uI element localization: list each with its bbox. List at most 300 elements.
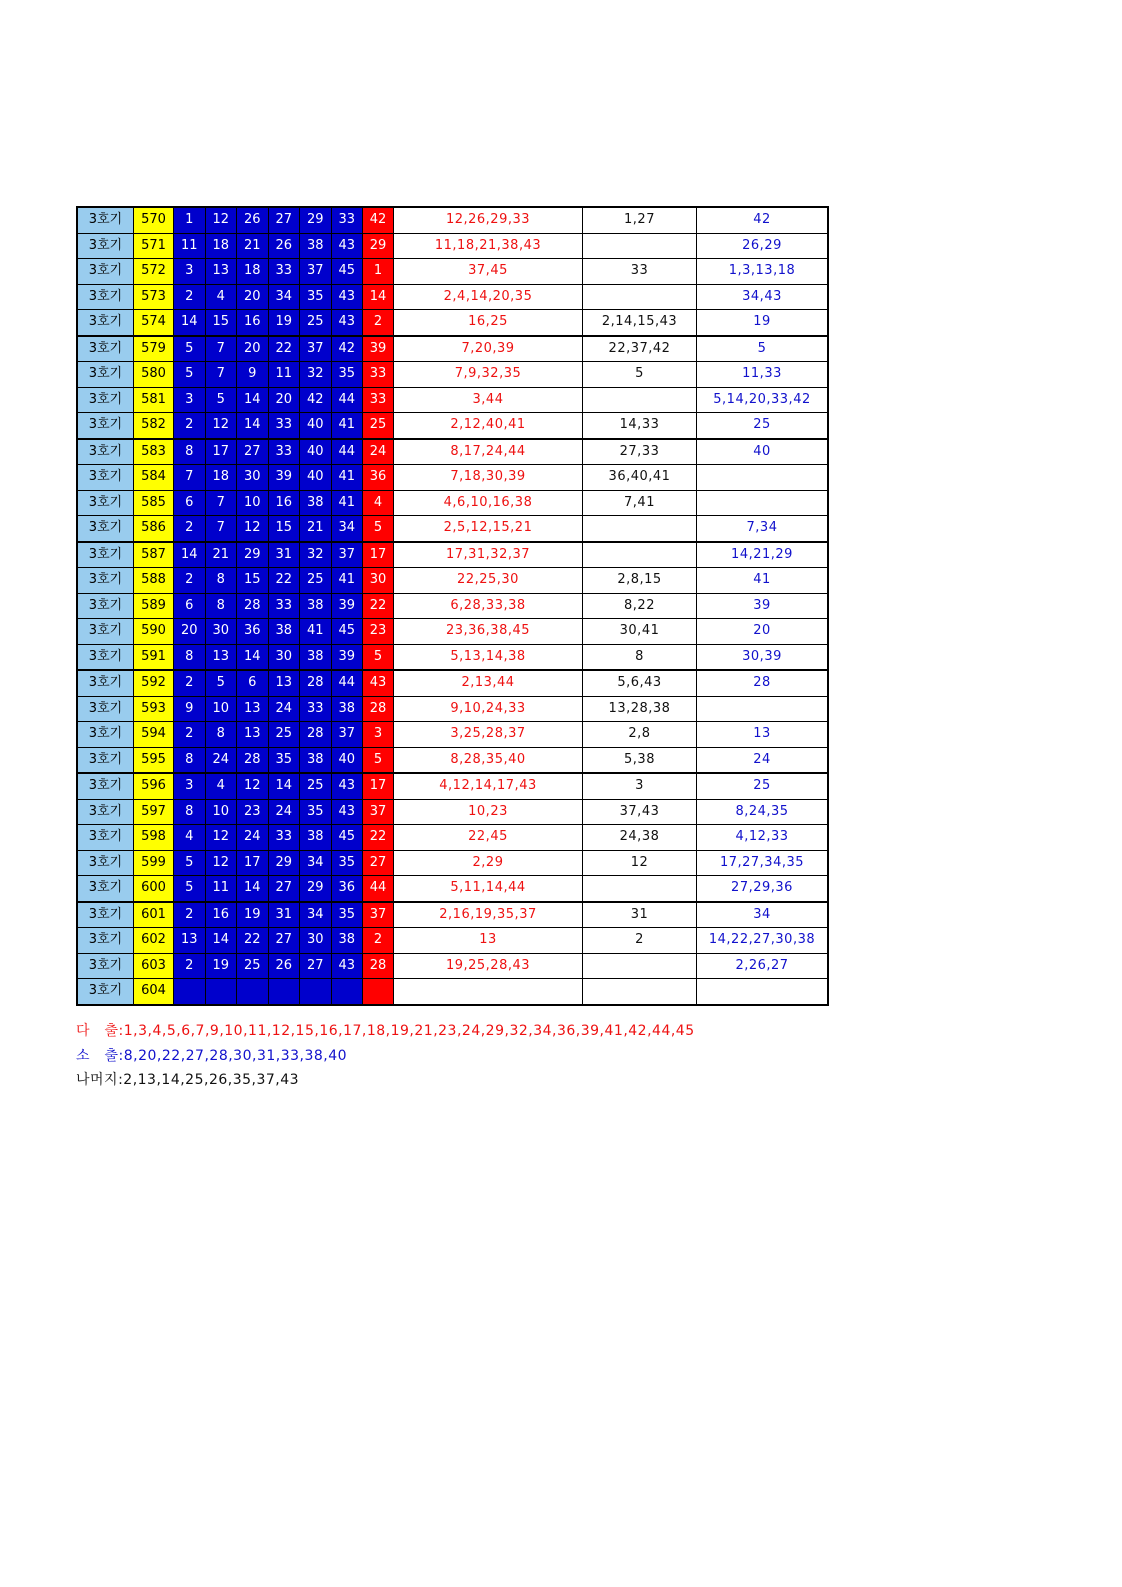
drawn-number-cell: 13 <box>205 644 237 670</box>
drawn-number-cell: 8 <box>174 439 206 465</box>
round-number-cell: 586 <box>134 516 174 542</box>
black-numbers-cell: 3 <box>583 773 697 799</box>
drawn-number-cell: 18 <box>237 259 269 285</box>
drawn-number-cell: 8 <box>174 644 206 670</box>
blue-numbers-cell: 11,33 <box>697 362 829 388</box>
drawn-number-cell: 19 <box>205 953 237 979</box>
drawn-number-cell <box>205 979 237 1005</box>
blue-numbers-cell: 7,34 <box>697 516 829 542</box>
round-number-cell: 581 <box>134 387 174 413</box>
table-row <box>77 850 828 876</box>
red-numbers-cell: 4,12,14,17,43 <box>394 773 583 799</box>
red-numbers-cell: 16,25 <box>394 310 583 336</box>
black-numbers-cell: 5,38 <box>583 747 697 773</box>
round-number-cell: 580 <box>134 362 174 388</box>
drawn-number-cell: 33 <box>268 825 300 851</box>
drawn-number-cell: 25 <box>300 773 332 799</box>
drawn-number-cell: 14 <box>237 387 269 413</box>
black-numbers-cell: 24,38 <box>583 825 697 851</box>
table-row <box>77 799 828 825</box>
drawn-number-cell: 43 <box>331 284 363 310</box>
table-row <box>77 413 828 439</box>
bonus-number-cell: 1 <box>363 259 394 285</box>
drawn-number-cell: 33 <box>268 259 300 285</box>
machine-label-cell: 3호기 <box>77 490 134 516</box>
red-numbers-cell: 13 <box>394 928 583 954</box>
drawn-number-cell: 25 <box>300 568 332 594</box>
drawn-number-cell: 34 <box>300 902 332 928</box>
drawn-number-cell: 10 <box>205 696 237 722</box>
drawn-number-cell: 7 <box>205 490 237 516</box>
machine-label-cell: 3호기 <box>77 876 134 902</box>
drawn-number-cell: 28 <box>237 747 269 773</box>
blue-numbers-cell: 17,27,34,35 <box>697 850 829 876</box>
drawn-number-cell: 3 <box>174 387 206 413</box>
blue-numbers-cell: 30,39 <box>697 644 829 670</box>
drawn-number-cell: 33 <box>268 413 300 439</box>
bonus-number-cell: 2 <box>363 928 394 954</box>
table-row <box>77 928 828 954</box>
round-number-cell: 571 <box>134 233 174 259</box>
drawn-number-cell: 42 <box>300 387 332 413</box>
drawn-number-cell: 12 <box>205 413 237 439</box>
drawn-number-cell: 13 <box>268 670 300 696</box>
drawn-number-cell: 8 <box>205 722 237 748</box>
drawn-number-cell: 38 <box>331 928 363 954</box>
drawn-number-cell: 6 <box>237 670 269 696</box>
blue-numbers-cell <box>697 979 829 1005</box>
round-number-cell: 587 <box>134 542 174 568</box>
bonus-number-cell: 36 <box>363 465 394 491</box>
blue-numbers-cell: 34,43 <box>697 284 829 310</box>
drawn-number-cell: 8 <box>205 568 237 594</box>
black-numbers-cell: 13,28,38 <box>583 696 697 722</box>
machine-label-cell: 3호기 <box>77 516 134 542</box>
round-number-cell: 593 <box>134 696 174 722</box>
drawn-number-cell: 25 <box>268 722 300 748</box>
drawn-number-cell <box>331 979 363 1005</box>
drawn-number-cell: 18 <box>205 233 237 259</box>
round-number-cell: 601 <box>134 902 174 928</box>
drawn-number-cell: 16 <box>237 310 269 336</box>
drawn-number-cell: 41 <box>331 568 363 594</box>
drawn-number-cell: 11 <box>174 233 206 259</box>
red-numbers-cell: 2,4,14,20,35 <box>394 284 583 310</box>
drawn-number-cell: 44 <box>331 439 363 465</box>
red-numbers-cell: 2,29 <box>394 850 583 876</box>
drawn-number-cell: 22 <box>268 568 300 594</box>
drawn-number-cell: 19 <box>268 310 300 336</box>
black-numbers-cell <box>583 876 697 902</box>
drawn-number-cell: 37 <box>331 722 363 748</box>
drawn-number-cell: 43 <box>331 773 363 799</box>
red-numbers-cell: 37,45 <box>394 259 583 285</box>
drawn-number-cell: 5 <box>205 387 237 413</box>
drawn-number-cell: 34 <box>331 516 363 542</box>
drawn-number-cell: 38 <box>300 747 332 773</box>
drawn-number-cell: 2 <box>174 413 206 439</box>
black-numbers-cell <box>583 233 697 259</box>
round-number-cell: 585 <box>134 490 174 516</box>
drawn-number-cell: 34 <box>268 284 300 310</box>
drawn-number-cell: 33 <box>331 207 363 233</box>
blue-numbers-cell: 5,14,20,33,42 <box>697 387 829 413</box>
drawn-number-cell: 5 <box>205 670 237 696</box>
red-numbers-cell: 3,44 <box>394 387 583 413</box>
drawn-number-cell: 37 <box>300 336 332 362</box>
drawn-number-cell: 38 <box>300 644 332 670</box>
red-numbers-cell: 2,13,44 <box>394 670 583 696</box>
machine-label-cell: 3호기 <box>77 310 134 336</box>
machine-label-cell: 3호기 <box>77 619 134 645</box>
drawn-number-cell: 16 <box>205 902 237 928</box>
black-numbers-cell <box>583 387 697 413</box>
drawn-number-cell: 14 <box>237 876 269 902</box>
machine-label-cell: 3호기 <box>77 825 134 851</box>
machine-label-cell: 3호기 <box>77 387 134 413</box>
drawn-number-cell: 41 <box>331 413 363 439</box>
drawn-number-cell: 9 <box>174 696 206 722</box>
drawn-number-cell: 30 <box>268 644 300 670</box>
drawn-number-cell: 41 <box>331 465 363 491</box>
drawn-number-cell <box>268 979 300 1005</box>
black-numbers-cell: 14,33 <box>583 413 697 439</box>
drawn-number-cell: 43 <box>331 310 363 336</box>
red-numbers-cell: 2,16,19,35,37 <box>394 902 583 928</box>
bonus-number-cell: 17 <box>363 773 394 799</box>
drawn-number-cell: 11 <box>205 876 237 902</box>
drawn-number-cell: 13 <box>237 696 269 722</box>
drawn-number-cell <box>237 979 269 1005</box>
table-row <box>77 387 828 413</box>
black-numbers-cell: 2,8,15 <box>583 568 697 594</box>
drawn-number-cell: 5 <box>174 850 206 876</box>
drawn-number-cell: 22 <box>268 336 300 362</box>
table-row <box>77 568 828 594</box>
drawn-number-cell: 24 <box>237 825 269 851</box>
drawn-number-cell: 7 <box>205 362 237 388</box>
round-number-cell: 591 <box>134 644 174 670</box>
table-row <box>77 953 828 979</box>
blue-numbers-cell <box>697 490 829 516</box>
black-numbers-cell: 37,43 <box>583 799 697 825</box>
drawn-number-cell: 27 <box>268 876 300 902</box>
round-number-cell: 579 <box>134 336 174 362</box>
bonus-number-cell: 33 <box>363 387 394 413</box>
drawn-number-cell: 29 <box>237 542 269 568</box>
machine-label-cell: 3호기 <box>77 670 134 696</box>
drawn-number-cell: 24 <box>268 799 300 825</box>
drawn-number-cell: 3 <box>174 773 206 799</box>
blue-numbers-cell: 42 <box>697 207 829 233</box>
black-numbers-cell: 30,41 <box>583 619 697 645</box>
drawn-number-cell: 16 <box>268 490 300 516</box>
drawn-number-cell: 18 <box>205 465 237 491</box>
bonus-number-cell: 39 <box>363 336 394 362</box>
drawn-number-cell: 29 <box>268 850 300 876</box>
blue-numbers-cell: 40 <box>697 439 829 465</box>
round-number-cell: 582 <box>134 413 174 439</box>
drawn-number-cell: 32 <box>300 362 332 388</box>
round-number-cell: 573 <box>134 284 174 310</box>
round-number-cell: 590 <box>134 619 174 645</box>
drawn-number-cell: 20 <box>268 387 300 413</box>
table-row <box>77 773 828 799</box>
drawn-number-cell: 2 <box>174 516 206 542</box>
drawn-number-cell: 14 <box>174 310 206 336</box>
table-row <box>77 233 828 259</box>
round-number-cell: 589 <box>134 593 174 619</box>
drawn-number-cell: 5 <box>174 362 206 388</box>
blue-numbers-cell: 19 <box>697 310 829 336</box>
drawn-number-cell: 14 <box>237 644 269 670</box>
black-numbers-cell: 22,37,42 <box>583 336 697 362</box>
bonus-number-cell: 2 <box>363 310 394 336</box>
machine-label-cell: 3호기 <box>77 722 134 748</box>
red-numbers-cell: 9,10,24,33 <box>394 696 583 722</box>
drawn-number-cell: 2 <box>174 902 206 928</box>
round-number-cell: 584 <box>134 465 174 491</box>
drawn-number-cell: 4 <box>174 825 206 851</box>
round-number-cell: 594 <box>134 722 174 748</box>
black-numbers-cell: 2 <box>583 928 697 954</box>
bonus-number-cell: 14 <box>363 284 394 310</box>
drawn-number-cell: 34 <box>300 850 332 876</box>
drawn-number-cell: 23 <box>237 799 269 825</box>
table-row <box>77 516 828 542</box>
drawn-number-cell: 21 <box>237 233 269 259</box>
drawn-number-cell: 44 <box>331 670 363 696</box>
black-numbers-cell: 27,33 <box>583 439 697 465</box>
drawn-number-cell: 12 <box>237 516 269 542</box>
table-row <box>77 876 828 902</box>
table-row <box>77 439 828 465</box>
red-numbers-cell: 19,25,28,43 <box>394 953 583 979</box>
drawn-number-cell: 45 <box>331 619 363 645</box>
machine-label-cell: 3호기 <box>77 207 134 233</box>
drawn-number-cell: 33 <box>300 696 332 722</box>
lottery-table-body <box>77 207 828 1005</box>
drawn-number-cell: 15 <box>205 310 237 336</box>
drawn-number-cell: 14 <box>174 542 206 568</box>
drawn-number-cell: 30 <box>237 465 269 491</box>
machine-label-cell: 3호기 <box>77 568 134 594</box>
bonus-number-cell: 25 <box>363 413 394 439</box>
red-numbers-cell: 17,31,32,37 <box>394 542 583 568</box>
drawn-number-cell: 44 <box>331 387 363 413</box>
drawn-number-cell: 38 <box>331 696 363 722</box>
bonus-number-cell: 42 <box>363 207 394 233</box>
machine-label-cell: 3호기 <box>77 696 134 722</box>
table-row <box>77 696 828 722</box>
drawn-number-cell: 26 <box>268 953 300 979</box>
red-numbers-cell: 8,17,24,44 <box>394 439 583 465</box>
machine-label-cell: 3호기 <box>77 953 134 979</box>
red-numbers-cell: 12,26,29,33 <box>394 207 583 233</box>
red-numbers-cell: 6,28,33,38 <box>394 593 583 619</box>
drawn-number-cell: 17 <box>205 439 237 465</box>
black-numbers-cell: 2,14,15,43 <box>583 310 697 336</box>
summary-rest: 나머지:2,13,14,25,26,35,37,43 <box>76 1072 300 1088</box>
table-row <box>77 722 828 748</box>
machine-label-cell: 3호기 <box>77 362 134 388</box>
bonus-number-cell: 30 <box>363 568 394 594</box>
drawn-number-cell: 32 <box>300 542 332 568</box>
drawn-number-cell: 8 <box>174 747 206 773</box>
drawn-number-cell: 25 <box>300 310 332 336</box>
drawn-number-cell: 41 <box>331 490 363 516</box>
drawn-number-cell: 5 <box>174 876 206 902</box>
drawn-number-cell: 28 <box>300 722 332 748</box>
machine-label-cell: 3호기 <box>77 465 134 491</box>
drawn-number-cell: 41 <box>300 619 332 645</box>
machine-label-cell: 3호기 <box>77 259 134 285</box>
lottery-table <box>76 206 829 1006</box>
drawn-number-cell <box>300 979 332 1005</box>
bonus-number-cell: 27 <box>363 850 394 876</box>
black-numbers-cell: 33 <box>583 259 697 285</box>
drawn-number-cell <box>174 979 206 1005</box>
drawn-number-cell: 13 <box>237 722 269 748</box>
drawn-number-cell: 40 <box>300 465 332 491</box>
black-numbers-cell: 12 <box>583 850 697 876</box>
table-row <box>77 619 828 645</box>
table-row <box>77 593 828 619</box>
blue-numbers-cell: 14,21,29 <box>697 542 829 568</box>
drawn-number-cell: 14 <box>205 928 237 954</box>
table-row <box>77 362 828 388</box>
round-number-cell: 574 <box>134 310 174 336</box>
black-numbers-cell: 8,22 <box>583 593 697 619</box>
drawn-number-cell: 2 <box>174 953 206 979</box>
blue-numbers-cell: 26,29 <box>697 233 829 259</box>
machine-label-cell: 3호기 <box>77 439 134 465</box>
drawn-number-cell: 14 <box>268 773 300 799</box>
blue-numbers-cell: 27,29,36 <box>697 876 829 902</box>
round-number-cell: 604 <box>134 979 174 1005</box>
red-numbers-cell: 3,25,28,37 <box>394 722 583 748</box>
drawn-number-cell: 38 <box>300 490 332 516</box>
table-row <box>77 465 828 491</box>
drawn-number-cell: 3 <box>174 259 206 285</box>
blue-numbers-cell: 28 <box>697 670 829 696</box>
blue-numbers-cell <box>697 465 829 491</box>
table-row <box>77 336 828 362</box>
drawn-number-cell: 15 <box>237 568 269 594</box>
black-numbers-cell: 5 <box>583 362 697 388</box>
drawn-number-cell: 22 <box>237 928 269 954</box>
drawn-number-cell: 8 <box>205 593 237 619</box>
drawn-number-cell: 10 <box>237 490 269 516</box>
bonus-number-cell: 3 <box>363 722 394 748</box>
drawn-number-cell: 29 <box>300 207 332 233</box>
drawn-number-cell: 26 <box>268 233 300 259</box>
red-numbers-cell: 4,6,10,16,38 <box>394 490 583 516</box>
machine-label-cell: 3호기 <box>77 413 134 439</box>
blue-numbers-cell: 4,12,33 <box>697 825 829 851</box>
drawn-number-cell: 2 <box>174 284 206 310</box>
round-number-cell: 600 <box>134 876 174 902</box>
blue-numbers-cell: 24 <box>697 747 829 773</box>
red-numbers-cell: 10,23 <box>394 799 583 825</box>
drawn-number-cell: 15 <box>268 516 300 542</box>
round-number-cell: 592 <box>134 670 174 696</box>
round-number-cell: 596 <box>134 773 174 799</box>
drawn-number-cell: 13 <box>174 928 206 954</box>
drawn-number-cell: 42 <box>331 336 363 362</box>
drawn-number-cell: 29 <box>300 876 332 902</box>
machine-label-cell: 3호기 <box>77 773 134 799</box>
summary-frequent: 다 출:1,3,4,5,6,7,9,10,11,12,15,16,17,18,19,21,23,24,29,32,34,36,39,41,42,44,45 <box>76 1023 695 1039</box>
red-numbers-cell: 5,11,14,44 <box>394 876 583 902</box>
table-row <box>77 747 828 773</box>
drawn-number-cell: 12 <box>205 207 237 233</box>
drawn-number-cell: 38 <box>300 593 332 619</box>
drawn-number-cell: 6 <box>174 593 206 619</box>
red-numbers-cell: 2,12,40,41 <box>394 413 583 439</box>
blue-numbers-cell: 1,3,13,18 <box>697 259 829 285</box>
red-numbers-cell: 7,18,30,39 <box>394 465 583 491</box>
drawn-number-cell: 1 <box>174 207 206 233</box>
drawn-number-cell: 2 <box>174 722 206 748</box>
blue-numbers-cell: 25 <box>697 773 829 799</box>
black-numbers-cell <box>583 516 697 542</box>
round-number-cell: 599 <box>134 850 174 876</box>
table-row <box>77 542 828 568</box>
drawn-number-cell: 10 <box>205 799 237 825</box>
round-number-cell: 597 <box>134 799 174 825</box>
drawn-number-cell: 25 <box>237 953 269 979</box>
drawn-number-cell: 33 <box>268 439 300 465</box>
drawn-number-cell: 2 <box>174 568 206 594</box>
machine-label-cell: 3호기 <box>77 284 134 310</box>
bonus-number-cell: 23 <box>363 619 394 645</box>
drawn-number-cell: 45 <box>331 825 363 851</box>
bonus-number-cell: 24 <box>363 439 394 465</box>
blue-numbers-cell <box>697 696 829 722</box>
drawn-number-cell: 40 <box>300 439 332 465</box>
drawn-number-cell: 36 <box>331 876 363 902</box>
table-row <box>77 902 828 928</box>
red-numbers-cell: 11,18,21,38,43 <box>394 233 583 259</box>
bonus-number-cell: 37 <box>363 902 394 928</box>
drawn-number-cell: 35 <box>331 362 363 388</box>
bonus-number-cell: 22 <box>363 593 394 619</box>
blue-numbers-cell: 13 <box>697 722 829 748</box>
table-row <box>77 207 828 233</box>
red-numbers-cell: 5,13,14,38 <box>394 644 583 670</box>
drawn-number-cell: 38 <box>300 825 332 851</box>
round-number-cell: 588 <box>134 568 174 594</box>
drawn-number-cell: 43 <box>331 799 363 825</box>
drawn-number-cell: 35 <box>300 799 332 825</box>
drawn-number-cell: 21 <box>205 542 237 568</box>
drawn-number-cell: 28 <box>300 670 332 696</box>
drawn-number-cell: 21 <box>300 516 332 542</box>
bonus-number-cell: 5 <box>363 644 394 670</box>
round-number-cell: 598 <box>134 825 174 851</box>
drawn-number-cell: 17 <box>237 850 269 876</box>
blue-numbers-cell: 8,24,35 <box>697 799 829 825</box>
bonus-number-cell: 29 <box>363 233 394 259</box>
table-row <box>77 979 828 1005</box>
drawn-number-cell: 39 <box>331 593 363 619</box>
bonus-number-cell: 5 <box>363 516 394 542</box>
machine-label-cell: 3호기 <box>77 902 134 928</box>
round-number-cell: 595 <box>134 747 174 773</box>
machine-label-cell: 3호기 <box>77 233 134 259</box>
machine-label-cell: 3호기 <box>77 542 134 568</box>
